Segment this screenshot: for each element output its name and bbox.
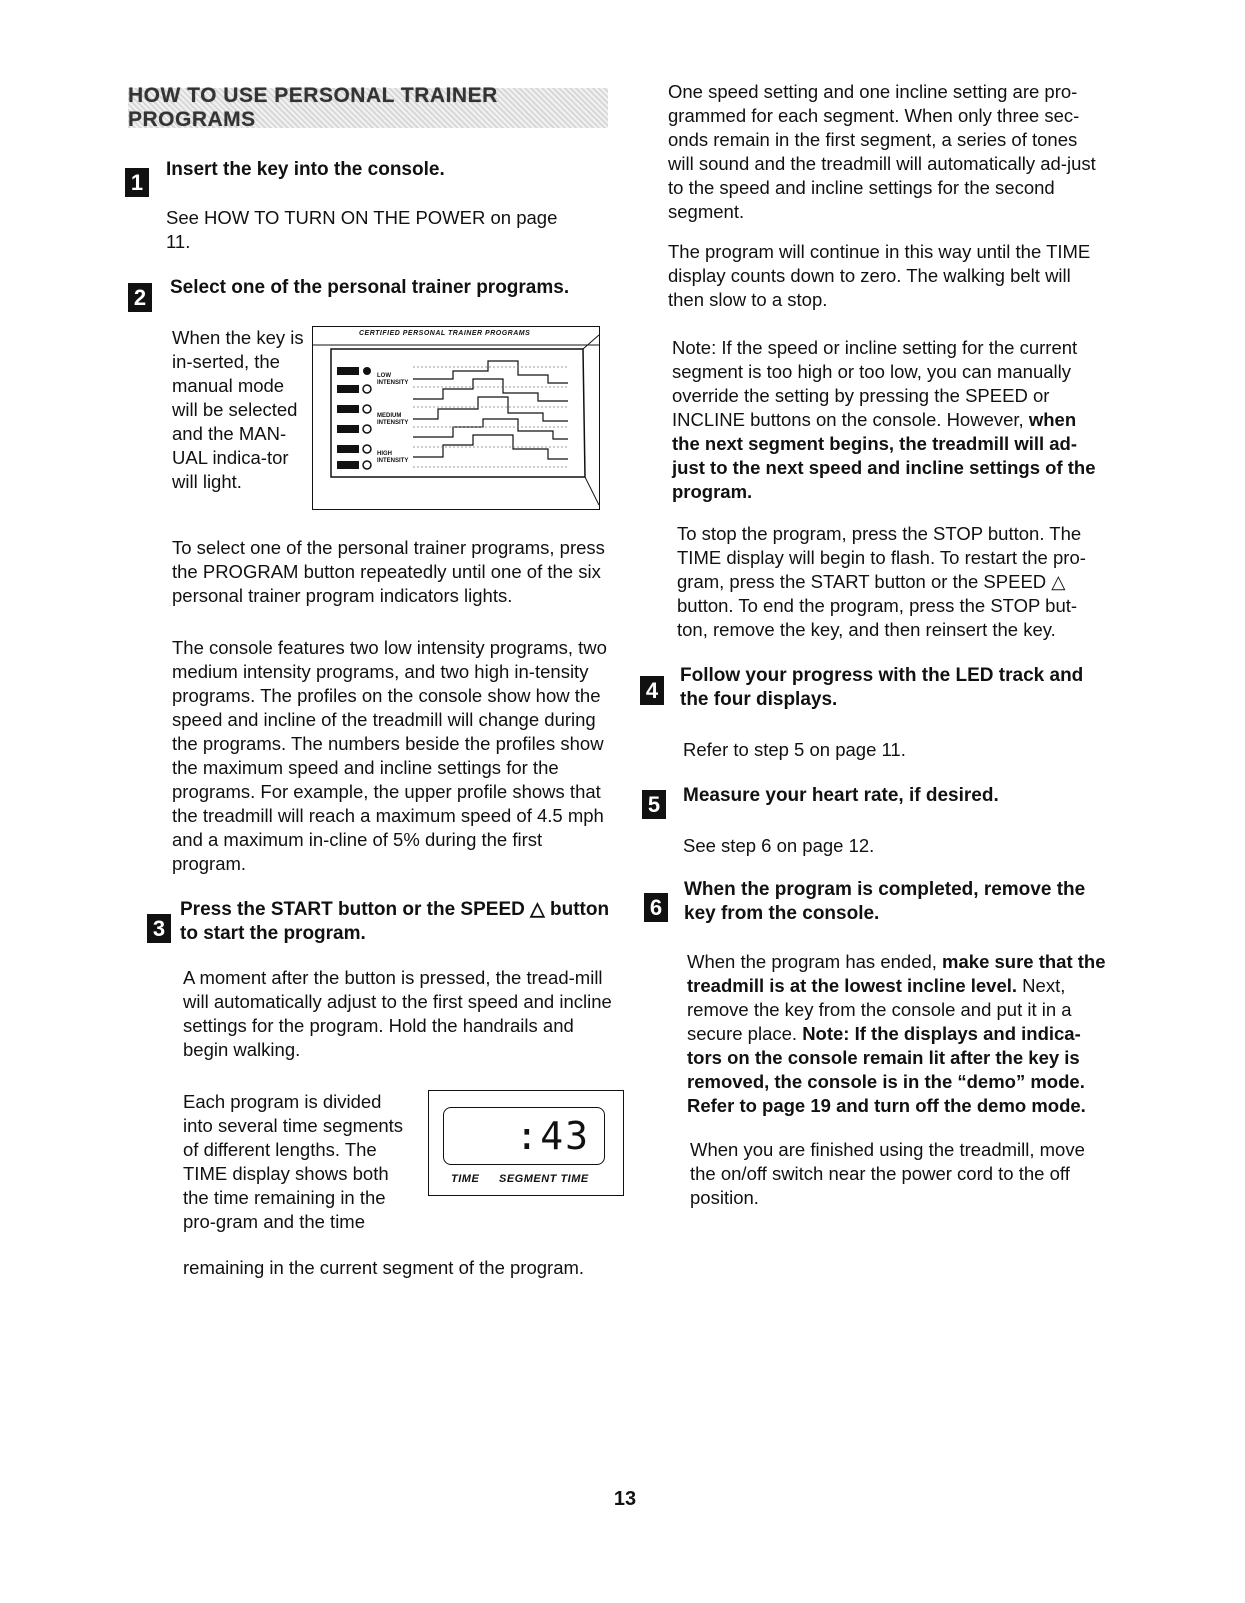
step-number-3: 3: [147, 914, 171, 943]
step-number-5: 5: [642, 790, 666, 819]
segment-time-label: SEGMENT TIME: [499, 1173, 589, 1185]
section-title-banner: [128, 84, 608, 131]
step-3-body-1: A moment after the button is pressed, the tread-mill will automatically adjust to the first speed and incline settings for the program. Hold the handrails and begin walking.: [183, 967, 612, 1060]
right-para-3-text: Note: If the speed or incline setting for the current segment is too high or too low, you can manually override the setting by pressing the SPEED or INCLINE buttons on the console. However,: [672, 337, 1078, 430]
step-2-body-1: To select one of the personal trainer programs, press the PROGRAM button repeatedly until one of the six personal trainer program indicators lights.: [172, 537, 605, 606]
step-number-1: 1: [125, 168, 149, 197]
step-1-heading: Insert the key into the console.: [166, 159, 445, 180]
step-3-intro: Each program is divided into several time segments of different lengths. The TIME display shows both the time remaining in the pro-gram and the time: [183, 1091, 404, 1232]
step-4-heading: Follow your progress with the LED track and the four displays.: [680, 665, 1084, 710]
time-display-value: :43: [515, 1114, 590, 1158]
right-para-4: To stop the program, press the STOP button. The TIME display will begin to flash. To restart the pro-gram, press the START button or the SPEED △ button. To end the program, press the STOP but-ton, remove the key, and then reinsert the key.: [677, 523, 1086, 640]
step-6-body-2: When you are finished using the treadmill, move the on/off switch near the power cord to the off position.: [690, 1139, 1085, 1208]
right-para-3: [672, 336, 1107, 504]
right-para-2: The program will continue in this way until the TIME display counts down to zero. The walking belt will then slow to a stop.: [668, 241, 1091, 310]
step-2-heading: Select one of the personal trainer programs.: [170, 277, 570, 298]
step-2-intro: When the key is in-serted, the manual mode will be selected and the MAN-UAL indica-tor will light.: [172, 327, 304, 492]
step-2-body-2: The console features two low intensity programs, two medium intensity programs, and two high in-tensity programs. The profiles on the console show how the speed and incline of the treadmill will change during the programs. The numbers beside the profiles show the maximum speed and incline settings for the programs. For example, the upper profile shows that the treadmill will reach a maximum speed of 4.5 mph and a maximum in-cline of 5% during the first program.: [172, 637, 607, 874]
section-title: HOW TO USE PERSONAL TRAINER PROGRAMS: [128, 84, 498, 131]
step-4-body: Refer to step 5 on page 11.: [683, 739, 906, 760]
console-profile-graphic: [313, 327, 599, 509]
time-display-figure: [428, 1090, 624, 1196]
step-6-bold-b: make sure that the treadmill is at the lowest incline level.: [687, 951, 1106, 996]
step-6-text-a: When the program has ended,: [687, 951, 943, 972]
step-3-body-tail: remaining in the current segment of the program.: [183, 1257, 585, 1278]
high-intensity-label: HIGH INTENSITY: [377, 451, 409, 464]
right-para-3-bold: when the next segment begins, the treadmill will ad-just to the next speed and incline settings of the program.: [672, 409, 1096, 502]
step-6-body-1: [687, 950, 1112, 1118]
step-number-4: 4: [640, 676, 664, 705]
step-number-6: 6: [644, 893, 668, 922]
time-label: TIME: [451, 1173, 480, 1185]
medium-intensity-label: MEDIUM INTENSITY: [377, 413, 409, 426]
page-number: 13: [613, 1488, 637, 1510]
step-1-body: See HOW TO TURN ON THE POWER on page 11.: [166, 207, 558, 252]
low-intensity-label: LOW INTENSITY: [377, 373, 409, 386]
step-5-heading: Measure your heart rate, if desired.: [683, 785, 999, 806]
time-display-screen: [443, 1107, 605, 1165]
step-6-text-c: Next, remove the key from the console and put it in a secure place.: [687, 975, 1072, 1044]
step-3-heading: Press the START button or the SPEED △ button to start the program.: [180, 899, 610, 944]
step-5-body: See step 6 on page 12.: [683, 835, 875, 856]
console-figure: [312, 326, 600, 510]
step-6-bold-d: Note: If the displays and indica-tors on the console remain lit after the key is removed, the console is in the “demo” mode. Refer to page 19 and turn off the demo mode.: [687, 1023, 1086, 1116]
console-caption: CERTIFIED PERSONAL TRAINER PROGRAMS: [359, 330, 531, 337]
right-para-1: One speed setting and one incline setting are pro-grammed for each segment. When only three sec-onds remain in the first segment, a series of tones will sound and the treadmill will automatically ad-just to the speed and incline settings for the second segment.: [668, 81, 1096, 222]
step-number-2: 2: [128, 283, 152, 312]
step-6-heading: When the program is completed, remove the key from the console.: [684, 879, 1086, 924]
